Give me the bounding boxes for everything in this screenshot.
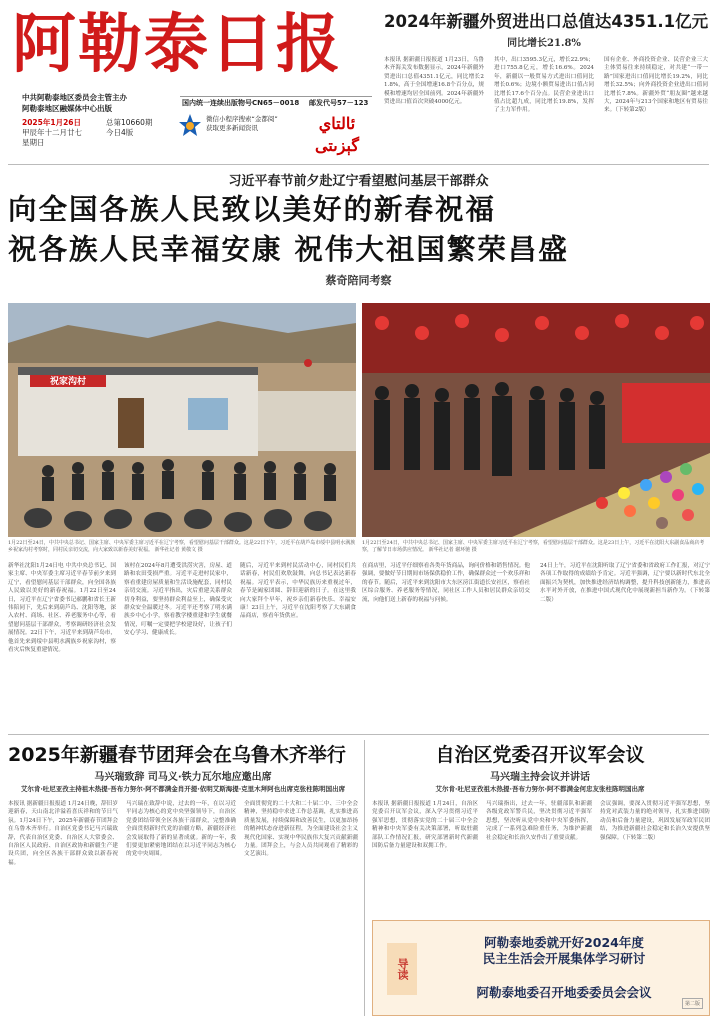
new-year-col-3: 全面贯彻党的二十大和二十届二中、三中全会精神，坚持稳中求进工作总基调，扎实推进高质量发展，持续保障和改善民生，以更加昂扬的精神状态奋进新征程，为全面建设社会主义现代化国家、实现中华民族伟大复兴贡献新疆力量。团拜会上，与会人员共同观看了精彩的文艺演出。 (244, 801, 358, 858)
photo-village-visit[interactable] (8, 303, 356, 537)
uyghur-title: ئالتاي گېزىتى (315, 114, 359, 155)
lead-col-1: 新华社沈阳1月24日电 中共中央总书记、国家主席、中央军委主席习近平春节前夕来到辽宁，看望慰问基层干部群众，向全国各族人民致以美好的新春祝福。1月22日至24日，习近平在辽宁省委书记郝鹏和省长王新伟陪同下，先后来到葫芦岛、沈阳等地，深入农村、商场、社区、养老服务中心等，看望慰问基层干部群众，考察调研经济社会发展情况。22日下午，习近平来到葫芦岛市，他首先来到绥中县明水满族乡祝家沟村，察看灾后恢复重建情况。 (8, 563, 116, 654)
masthead-sponsor (22, 92, 127, 114)
lead-col-4: 在商店里，习近平仔细察看各类年货商品，询问价格和销售情况。他强调，要做好节日期间市场保供稳价工作，确保群众过一个欢乐祥和的春节。随后，习近平来到沈阳市大东区滂江街道长安社区，察看社区综合服务、养老服务等情况，同社区工作人员和居民群众亲切交流，向他们送上新春的祝福与问候。 (362, 563, 530, 603)
mini-program-line-1: 微信小程序搜索“金都阅” (206, 115, 278, 123)
lead-kicker[interactable]: 习近平春节前夕赴辽宁看望慰问基层干部群众 (228, 174, 489, 189)
photo-market-visit[interactable] (362, 303, 710, 537)
new-year-col-2: 马兴瑞在致辞中说，过去的一年，在以习近平同志为核心的党中央坚强领导下，自治区党委团结带领全区各族干部群众，完整准确全面贯彻新时代党的治疆方略，新疆经济社会发展取得了新的显著成就。新的一年，我们要更加紧密地团结在以习近平同志为核心的党中央周围。 (126, 801, 236, 858)
mini-program-note (206, 115, 278, 133)
mini-program-line-2: 获取更多新闻资讯 (206, 124, 258, 132)
guide-page-marker: 第二版 (682, 998, 703, 1009)
issue-block (106, 118, 152, 138)
guide-box (372, 920, 710, 1016)
new-year-title[interactable]: 2025年新疆春节团拜会在乌鲁木齐举行 (8, 744, 346, 766)
military-subtitle: 马兴瑞主持会议并讲话 (490, 772, 590, 783)
lead-col-5: 24日上午，习近平在沈阳听取了辽宁省委和省政府工作汇报，对辽宁各项工作取得的成绩给予肯定。习近平强调，辽宁要以新时代东北全面振兴为契机，加快推进经济结构调整，提升科技创新能力，推进高水平对外开放，在推进中国式现代化中展现新担当新作为。（下转第二版） (540, 563, 710, 603)
column-divider (364, 740, 365, 1016)
guide-item-1[interactable] (429, 935, 699, 967)
postal-code: 邮发代号57－123 (308, 99, 369, 107)
lead-col-3: 随后，习近平来到村民活动中心，同村民们共话新春，村民们欢欣鼓舞，向总书记表达新春祝福。习近平表示，中华民族历来重视过年，春节是阖家团圆、辞旧迎新的日子。在这里我向大家拜个早年，祝乡亲们新春快乐、幸福安康！23日上午，习近平在沈阳考察了大东副食品商店，察看年货供应。 (240, 563, 356, 620)
new-year-attendees: 艾尔肯·吐尼亚孜主持祖木热提·吾布力努尔·阿不都满金肖开提·依明艾斯海提·克里木拜阿也出席克张柱陈明国出席 (20, 785, 346, 793)
masthead-rule (180, 96, 372, 97)
guide-item-1-line-2: 民主生活会开展集体学习研讨 (482, 951, 646, 966)
trade-article-title[interactable]: 2024年新疆外贸进出口总值达4351.1亿元 (384, 12, 709, 31)
new-year-subtitle: 马兴瑞致辞 司马义·铁力瓦尔地应邀出席 (94, 772, 272, 783)
cn-number: 国内统一连续出版物号CN65－0018 (182, 99, 300, 107)
photo-village-image (8, 303, 356, 537)
guide-item-1-line-1: 阿勒泰地委就开好2024年度 (484, 935, 644, 950)
photo-market-caption: 1月22日至24日，中共中央总书记、国家主席、中央军委主席习近平在辽宁考察，看望慰问基层干部群众。这是23日上午，习近平在沈阳大东副食品商店考察，了解节日市场供应情况。 新华社记者 谢环驰 摄 (362, 540, 705, 553)
section-divider (8, 734, 709, 735)
app-logo-icon[interactable] (178, 113, 202, 137)
publication-codes (182, 98, 368, 108)
lead-byline: 蔡奇陪同考察 (325, 274, 392, 287)
page-count: 今日4版 (106, 128, 134, 137)
guide-label: 导读 (387, 943, 417, 995)
photo-market-image (362, 303, 710, 537)
lead-title-line-2[interactable]: 祝各族人民幸福安康 祝伟大祖国繁荣昌盛 (8, 233, 569, 266)
military-col-1: 本报讯 据新疆日报报道 1月24日，自治区党委召开议军会议，深入学习贯彻习近平强军思想，贯彻落实党的二十届三中全会精神和中央军委有关决策部署，听取驻疆部队工作情况汇报，研究部署新时代新疆国防后备力量建设和双拥工作。 (372, 801, 478, 850)
publish-date: 2025年1月26日 (22, 118, 82, 127)
lead-col-2: 该村在2024年8月遭受洪涝灾害，房屋、道路和农田受损严重。习近平走进村民家中，察看重建房屋质量和生活设施配套，同村民亲切交流。习近平指出，灾后重建关系群众切身利益，要坚持群众利益至上，确保受灾群众安全温暖过冬。习近平还考察了明水满族乡中心小学，察看教学楼重建和学生就餐情况，叮嘱一定要把学校建设好，让孩子们安心学习、健康成长。 (124, 563, 232, 637)
sponsor-line-1: 中共阿勒泰地区委员会主管主办 (22, 93, 127, 102)
issue-number: 总第10660期 (106, 118, 153, 127)
masthead-divider (8, 164, 709, 165)
photo-village-caption: 1月22日至24日，中共中央总书记、国家主席、中央军委主席习近平在辽宁考察，看望慰问基层干部群众。这是22日下午，习近平在葫芦岛市绥中县明水满族乡祝家沟村考察时，同村民亲切交流，向大家致以新春美好祝福。 新华社记者 黄敬文 摄 (8, 540, 356, 553)
military-attendees: 艾尔肯·吐尼亚孜祖木热提·吾布力努尔·阿不都满金何忠友张柱陈明国出席 (435, 785, 645, 793)
trade-col-1: 本报讯 据新疆日报报道 1月23日，乌鲁木齐海关发布数据显示，2024年新疆外贸进出口总值4351.1亿元，同比增长21.8%，高于全国增速16.8个百分点，规模和增速均居全国前列。2024年新疆外贸进出口值首次突破4000亿元。 (384, 57, 484, 106)
lead-title-line-1[interactable]: 向全国各族人民致以美好的新春祝福 (8, 193, 497, 226)
trade-article-subtitle: 同比增长21.8% (507, 38, 581, 49)
sponsor-line-2: 阿勒泰地区融媒体中心出版 (22, 104, 112, 113)
date-block (22, 118, 82, 148)
village-sign-text: 祝家沟村 (49, 377, 87, 387)
military-col-2: 马兴瑞指出，过去一年，驻疆部队和新疆各级党政军警兵民，坚决贯彻习近平强军思想，坚决听从党中央和中央军委指挥，完成了一系列急难险重任务，为维护新疆社会稳定和长治久安作出了重要贡献。 (486, 801, 592, 841)
trade-col-2: 其中，出口3595.3亿元，增长22.9%；进口755.8亿元，增长16.6%。2024年，新疆以一般贸易方式进出口值同比增长0.6%；边境小额贸易进出口值占同比增长17.6个百分点。民营企业进出口值占比超九成，同比增长19.8%，发挥了主力军作用。 (494, 57, 594, 114)
lunar-date: 甲辰年十二月廿七 (22, 128, 82, 137)
guide-item-2[interactable]: 阿勒泰地委召开地委委员会会议 (476, 985, 652, 1000)
masthead-title: 阿勒泰日报 (12, 8, 342, 82)
military-col-3: 会议强调，要深入贯彻习近平强军思想，坚持党对武装力量的绝对领导，扎实推进国防动员和后备力量建设，巩固发展军政军民团结，为推进新疆社会稳定和长治久安提供坚强保障。（下转第二版） (600, 801, 710, 841)
new-year-col-1: 本报讯 据新疆日报报道 1月24日晚，辞旧岁迎新春，天山南北洋溢着喜庆祥和的节日气氛。1月24日下午，2025年新疆春节团拜会在乌鲁木齐举行。自治区党委书记马兴瑞致辞，代表自治区党委、自治区人大常委会、自治区人民政府、自治区政协和新疆生产建设兵团，向全区各族干部群众致以新春祝福。 (8, 801, 118, 866)
military-title[interactable]: 自治区党委召开议军会议 (435, 744, 645, 766)
trade-col-3: 国有企业、外商投资企业、民营企业三大主体贸易往来持续稳定，对共建“一带一路”国家进出口值同比增长19.2%，同比增长32.5%；向外商投资企业进出口值同比增长7.8%。新疆外贸“朋友圈”越来越大，2024年与213个国家和地区有贸易往来。（下转第2版） (604, 57, 708, 114)
weekday: 星期日 (22, 138, 45, 147)
